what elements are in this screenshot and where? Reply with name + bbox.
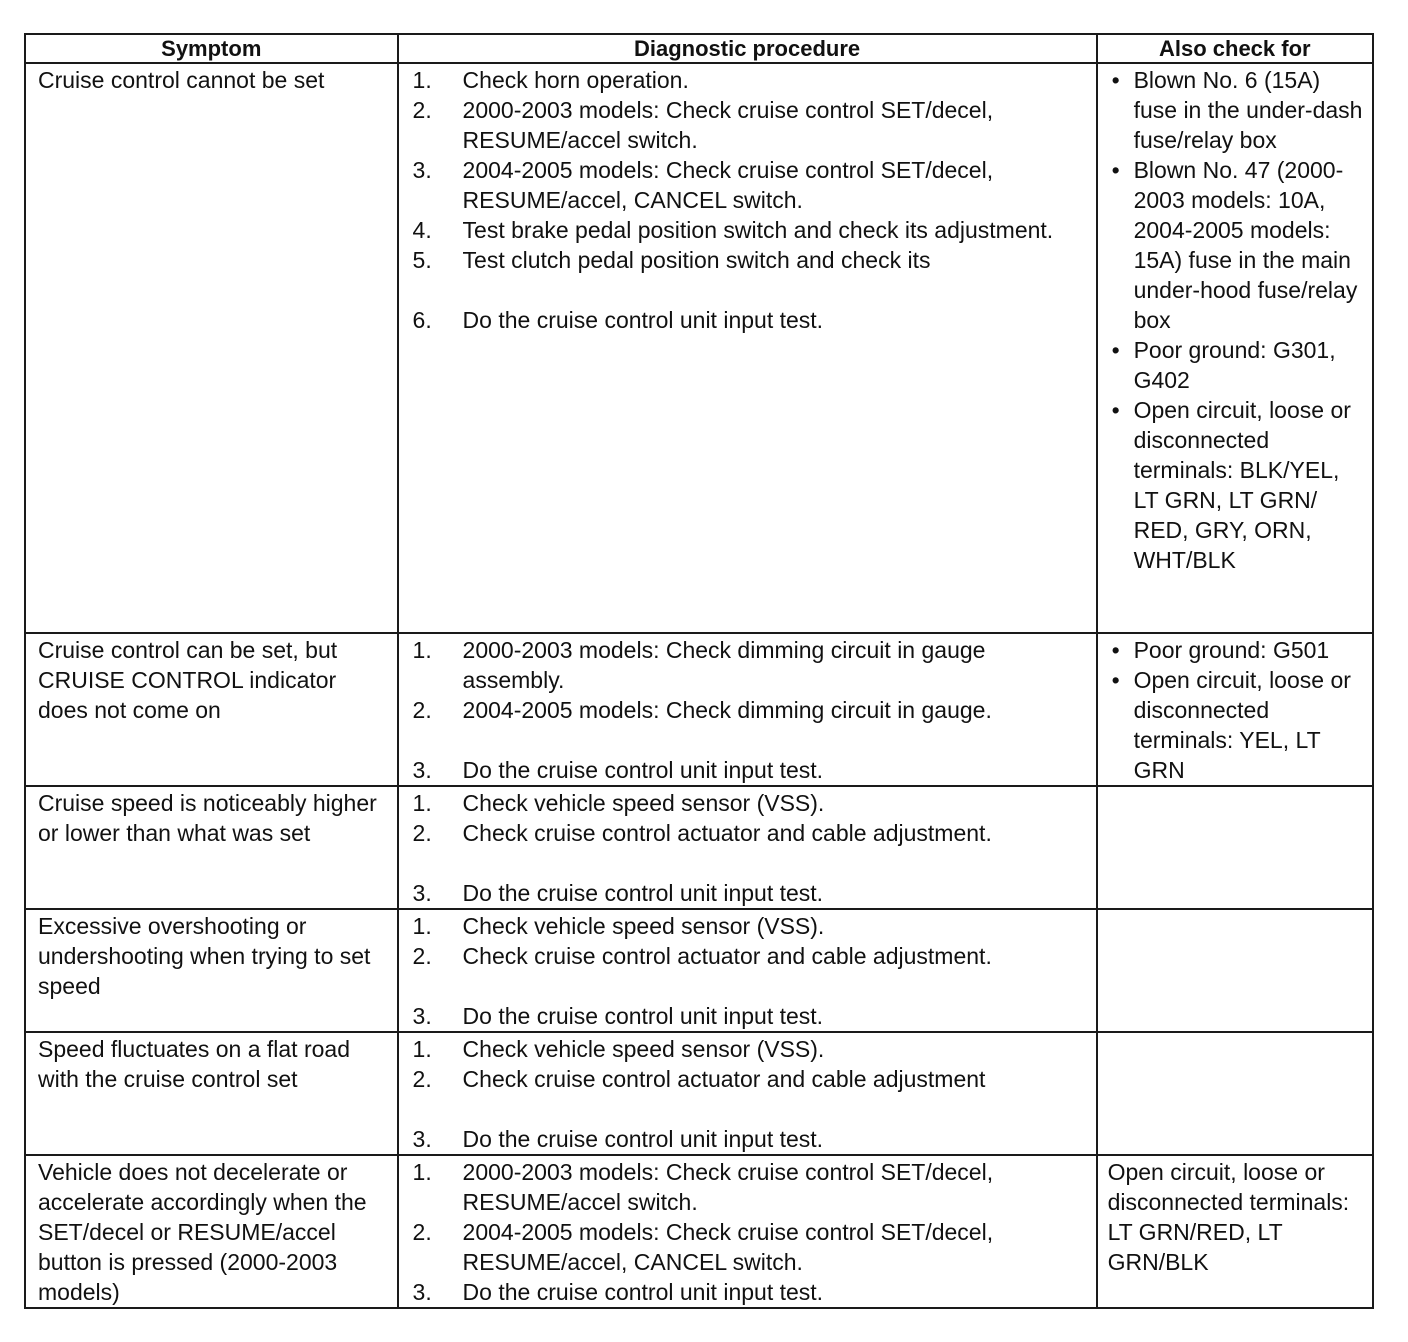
symptom-cell: [25, 1032, 398, 1155]
procedure-step: 3. Do the cruise control unit input test.: [412, 1279, 824, 1305]
symptom-text: Excessive overshooting or undershooting when trying to set speed: [38, 913, 371, 999]
also-check-cell: [1097, 909, 1373, 1032]
procedure-cell: [398, 909, 1097, 1032]
procedure-cell: [398, 1032, 1097, 1155]
bullet-icon: •: [1111, 337, 1120, 363]
header-also-check-for: Also check for: [1097, 34, 1373, 63]
procedure-step: 6. Do the cruise control unit input test.: [412, 307, 824, 333]
bullet-icon: •: [1111, 667, 1120, 693]
symptom-cell: [25, 633, 398, 786]
table-row: [25, 63, 1373, 633]
procedure-step: 3. Do the cruise control unit input test.: [412, 1126, 824, 1152]
also-check-item: • Blown No. 6 (15A) fuse in the under-dash fuse/relay box: [1111, 67, 1363, 153]
diagnostic-table: [24, 33, 1374, 1309]
procedure-step: 2. Check cruise control actuator and cable adjustment.: [412, 820, 992, 846]
procedure-step: 3. Do the cruise control unit input test.: [412, 1003, 824, 1029]
procedure-cell: [398, 633, 1097, 786]
also-check-item: • Blown No. 47 (2000-2003 models: 10A, 2004-2005 models: 15A) fuse in the main under-hood fuse/relay box: [1111, 157, 1358, 333]
procedure-step: 1. Check vehicle speed sensor (VSS).: [412, 790, 825, 816]
table-row: [25, 633, 1373, 786]
table-row: [25, 909, 1373, 1032]
procedure-step: 1. Check horn operation.: [412, 67, 689, 93]
procedure-step: 2. Check cruise control actuator and cable adjustment: [412, 1066, 986, 1092]
bullet-icon: •: [1111, 637, 1120, 663]
procedure-step: 4. Test brake pedal position switch and check its adjustment.: [412, 217, 1054, 243]
also-check-item: • Poor ground: G501: [1111, 637, 1330, 663]
header-row: [25, 34, 1373, 63]
procedure-step: 1. Check vehicle speed sensor (VSS).: [412, 913, 825, 939]
procedure-step: 1. 2000-2003 models: Check cruise control SET/decel, RESUME/accel switch.: [412, 1159, 994, 1215]
symptom-cell: [25, 786, 398, 909]
symptom-text: Cruise control can be set, but CRUISE CONTROL indicator does not come on: [38, 637, 338, 723]
procedure-step: 2. 2004-2005 models: Check cruise control SET/decel, RESUME/accel, CANCEL switch.: [412, 1219, 994, 1275]
table-row: [25, 1032, 1373, 1155]
symptom-cell: [25, 909, 398, 1032]
also-check-cell: [1097, 1155, 1373, 1308]
procedure-step: 2. 2000-2003 models: Check cruise control SET/decel, RESUME/accel switch.: [412, 97, 994, 153]
bullet-icon: •: [1111, 67, 1120, 93]
procedure-step: 1. 2000-2003 models: Check dimming circuit in gauge assembly.: [412, 637, 986, 693]
header-symptom: Symptom: [25, 34, 398, 63]
procedure-step: 2. Check cruise control actuator and cable adjustment.: [412, 943, 992, 969]
symptom-cell: [25, 1155, 398, 1308]
also-check-item: • Open circuit, loose or disconnected terminals: YEL, LT GRN: [1111, 667, 1351, 783]
also-check-cell: [1097, 786, 1373, 909]
procedure-cell: [398, 786, 1097, 909]
also-check-cell: [1097, 633, 1373, 786]
procedure-step: 5. Test clutch pedal position switch and check its: [412, 247, 931, 273]
also-check-item: • Poor ground: G301, G402: [1111, 337, 1336, 393]
symptom-text: Vehicle does not decelerate or accelerate accordingly when the SET/decel or RESUME/accel button is pressed (2000-2003 models): [38, 1159, 367, 1305]
bullet-icon: •: [1111, 157, 1120, 183]
procedure-step: 3. Do the cruise control unit input test.: [412, 880, 824, 906]
bullet-icon: •: [1111, 397, 1120, 423]
also-check-text: Open circuit, loose or disconnected terminals: LT GRN/RED, LT GRN/BLK: [1107, 1159, 1350, 1275]
procedure-cell: [398, 1155, 1097, 1308]
procedure-step: 3. Do the cruise control unit input test.: [412, 757, 824, 783]
procedure-step: 1. Check vehicle speed sensor (VSS).: [412, 1036, 825, 1062]
procedure-step: 3. 2004-2005 models: Check cruise control SET/decel, RESUME/accel, CANCEL switch.: [412, 157, 994, 213]
table-row: [25, 1155, 1373, 1308]
symptom-text: Speed fluctuates on a flat road with the cruise control set: [38, 1036, 350, 1092]
also-check-cell: [1097, 63, 1373, 633]
table-row: [25, 786, 1373, 909]
symptom-text: Cruise control cannot be set: [38, 67, 325, 93]
header-diagnostic-procedure: Diagnostic procedure: [398, 34, 1097, 63]
procedure-step: 2. 2004-2005 models: Check dimming circuit in gauge.: [412, 697, 992, 723]
also-check-cell: [1097, 1032, 1373, 1155]
procedure-cell: [398, 63, 1097, 633]
symptom-text: Cruise speed is noticeably higher or lower than what was set: [38, 790, 377, 846]
also-check-item: • Open circuit, loose or disconnected terminals: BLK/YEL, LT GRN, LT GRN/ RED, GRY, ORN, WHT/BLK: [1111, 397, 1351, 573]
symptom-cell: [25, 63, 398, 633]
